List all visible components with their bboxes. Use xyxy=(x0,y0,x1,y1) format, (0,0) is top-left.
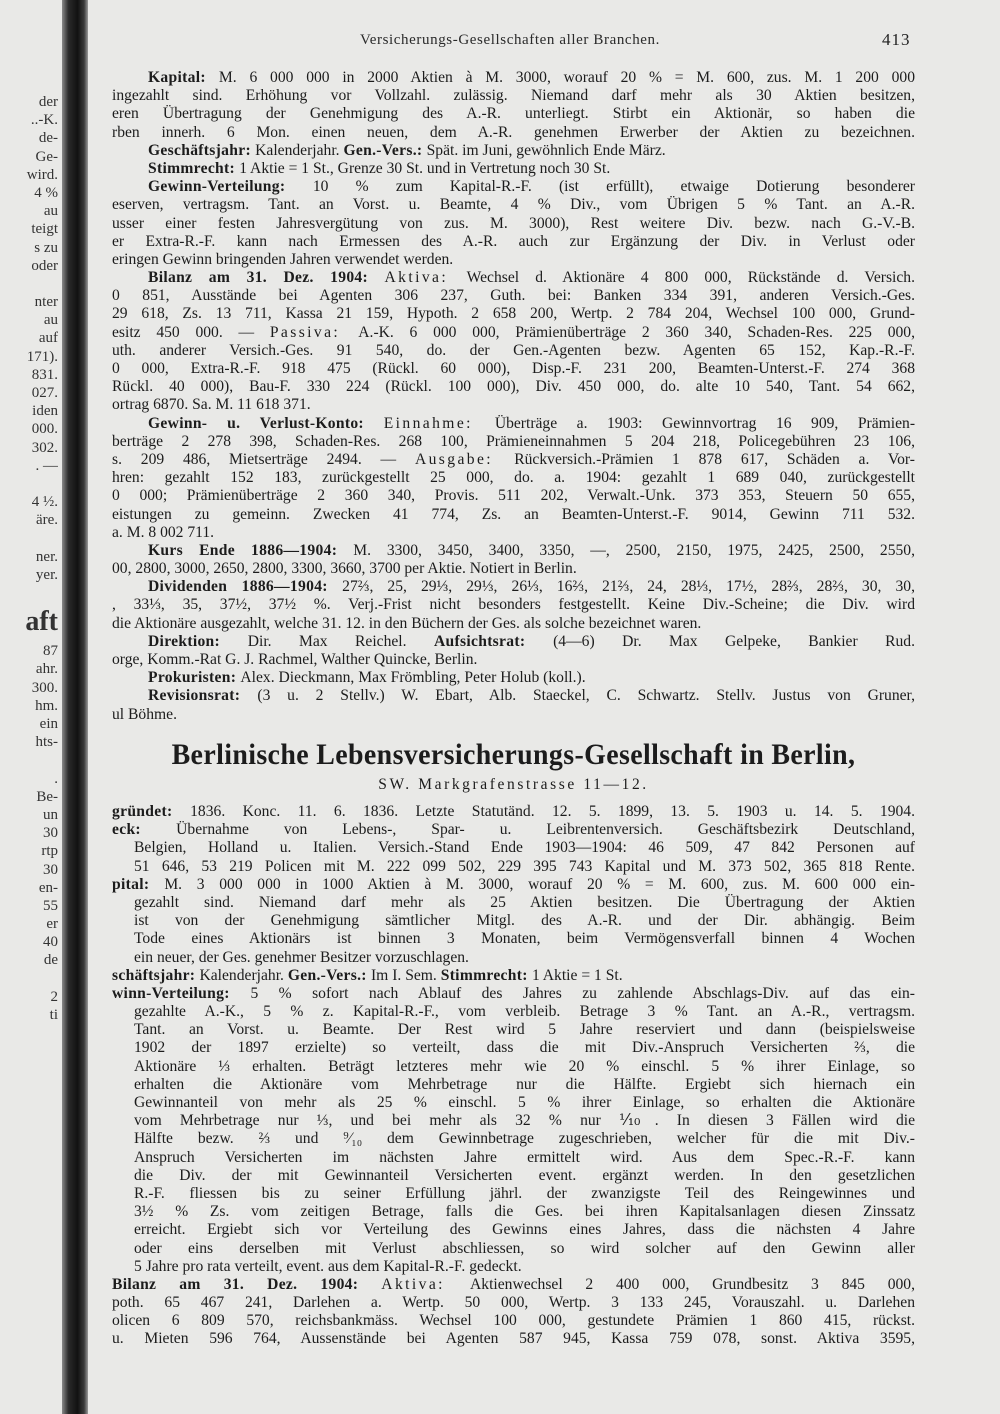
fragment-text: un xyxy=(43,806,58,823)
field-text: Tant. an Vorst. u. Beamte. Der Rest wird 5 Jahre reserviert und dann (beispielsweise xyxy=(134,1021,915,1039)
text-line-content xyxy=(134,1258,915,1276)
field-text: 0 000, Extra-R.-F. 918 475 (Rückl. 60 000), Disp.-F. 231 200, Beamten-Unterst.-F. 274 368 xyxy=(112,360,915,377)
running-header: Versicherungs-Gesellschaften aller Branchen. xyxy=(359,32,661,48)
field-label: Geschäftsjahr: xyxy=(148,141,256,159)
text-line xyxy=(0,1076,1000,1094)
field-text: s. 209 486, Mietserträge 2494. — xyxy=(112,450,415,468)
company-heading: Berlinische Lebensversicherungs-Gesellschaft in Berlin, xyxy=(171,738,856,771)
text-line-content xyxy=(112,451,915,469)
text-line-content xyxy=(112,615,915,633)
text-line-content xyxy=(112,560,915,578)
text-line-content xyxy=(112,105,915,123)
fragment-text: 4 ½. xyxy=(31,494,58,511)
text-line-content xyxy=(134,1094,915,1112)
field-label: Bilanz am 31. Dez. 1904: xyxy=(148,269,385,287)
text-line-content xyxy=(134,912,915,930)
field-text: gezahlte A.-K., 5 % z. Kapital-R.-F., vom verbleib. Betrage 3 % Tant. an A.-R., vertragsm. xyxy=(134,1003,915,1021)
field-label: Gen.-Vers.: xyxy=(343,141,427,159)
text-line-content xyxy=(148,178,915,196)
text-line-content xyxy=(112,287,915,305)
text-line-content xyxy=(112,821,915,839)
text-line-content xyxy=(134,1003,915,1021)
fragment-text: 87 xyxy=(43,643,58,660)
field-text: 0 000; Prämienüberträge 2 360 340, Provis. 511 202, Verwalt.-Unk. 373 353, Steuern 50 655, xyxy=(112,487,915,505)
field-text: poth. 65 467 241, Darlehen a. Wertp. 50 000, Wertp. 3 133 245, Vorauszahl. u. Darlehen xyxy=(112,1294,915,1312)
text-line xyxy=(0,803,1000,821)
text-line xyxy=(0,105,1000,123)
field-text: 1 Aktie = 1 St., Grenze 30 St. und in Vertretung noch 30 St. xyxy=(239,159,611,177)
text-line xyxy=(0,378,1000,396)
text-line xyxy=(0,1021,1000,1039)
field-text: 1902 der 1897 erzielte) so verteilt, dass die mit Div.-Anspruch Versicherten ⅔, die xyxy=(134,1039,915,1057)
field-label: Dividenden 1886—1904: xyxy=(148,578,343,596)
fragment-text: s zu xyxy=(34,239,58,256)
text-line-content xyxy=(134,1112,915,1130)
field-text: Kalenderjahr. xyxy=(199,966,288,984)
text-line xyxy=(0,360,1000,378)
text-line-content xyxy=(112,1312,915,1330)
field-text: 1836. Konc. 11. 6. 1836. Letzte Statutänd. 12. 5. 1899, 13. 5. 1903 u. 14. 5. 1904. xyxy=(190,803,915,820)
text-line xyxy=(0,324,1000,342)
fragment-text: wird. xyxy=(26,166,58,183)
text-line-content xyxy=(112,251,915,269)
field-text: Aktienwechsel 2 400 000, Grundbesitz 3 845 000, xyxy=(470,1275,915,1293)
text-line xyxy=(0,524,1000,542)
field-text: Tode eines Aktionärs ist binnen 3 Monaten, beim Vermögensverfall binnen 4 Wochen xyxy=(134,930,915,948)
text-line-content xyxy=(112,196,915,214)
text-line-content xyxy=(112,487,915,505)
fragment-text: 30 xyxy=(43,861,58,878)
fragment-text: der xyxy=(38,94,58,110)
fragment-text: rtp xyxy=(41,843,58,860)
text-line-content xyxy=(112,706,915,724)
text-line xyxy=(0,839,1000,857)
fragment-text: 30 xyxy=(43,825,58,842)
fragment-text: 40 xyxy=(43,934,58,951)
field-text: erhalten die Aktionäre vom Mehrbetrage nur die Hälfte. Ergiebt sich hiernach ein xyxy=(134,1075,915,1093)
text-line-content xyxy=(148,160,915,178)
text-line xyxy=(0,305,1000,323)
text-line xyxy=(0,985,1000,1003)
text-line-content xyxy=(112,305,915,323)
text-line-content xyxy=(112,967,915,985)
text-line xyxy=(0,342,1000,360)
text-line-content xyxy=(112,596,915,614)
text-line xyxy=(0,1330,1000,1348)
field-label: Direktion: xyxy=(148,632,248,650)
text-line-content xyxy=(148,633,915,651)
text-line xyxy=(0,215,1000,233)
fragment-text: Ge- xyxy=(35,148,58,165)
text-line-content xyxy=(134,1240,915,1258)
text-line-content xyxy=(112,215,915,233)
text-line xyxy=(0,651,1000,669)
fragment-text: 302. xyxy=(31,439,58,456)
field-text: (4—6) Dr. Max Gelpeke, Bankier Rud. xyxy=(553,632,915,650)
text-line-content xyxy=(134,1185,915,1203)
field-text: u. Mieten 596 764, Aussenstände bei Agenten 587 945, Kassa 759 078, sonst. Aktiva 3595, xyxy=(112,1330,915,1348)
text-line xyxy=(0,1094,1000,1112)
text-line-content xyxy=(112,124,915,142)
text-line-content xyxy=(112,985,915,1003)
field-text: Wechsel d. Aktionäre 4 800 000, Rückstände d. Versich. xyxy=(466,269,915,287)
text-line xyxy=(0,487,1000,505)
field-text: , 33⅓, 35, 37½, 37½ %. Verj.-Frist nicht besonders festgestellt. Keine Div.-Scheine; die Div. wird xyxy=(112,596,915,614)
fragment-text: 027. xyxy=(31,385,58,401)
field-text: die Div. der mit Gewinnanteil Versicherten event. ergänzt werden. In den gesetzlichen xyxy=(134,1166,915,1184)
fragment-text: äre. xyxy=(35,512,58,529)
text-line-content xyxy=(112,506,915,524)
fragment-text: 000. xyxy=(31,421,58,438)
fragment-text: 171). xyxy=(26,348,58,365)
fragment-text: 300. xyxy=(31,679,58,696)
text-line-content xyxy=(112,469,915,487)
field-text: erreicht. Ergiebt sich vor Verteilung des Gewinns eines Jahres, dass die nächsten 4 Jahre xyxy=(134,1221,915,1239)
field-text: Kalenderjahr. xyxy=(255,141,344,159)
text-line-content xyxy=(112,1294,915,1312)
field-text: 51 646, 53 219 Policen mit M. 222 099 502, 229 395 743 Kapital und M. 373 502, 365 818 Rente. xyxy=(134,857,915,875)
field-text: usser einer festen Jahresvergütung von zus. M. 3000), Rest weitere Div. bezw. nach G.-V.-B. xyxy=(112,214,915,232)
text-line-content xyxy=(134,1058,915,1076)
text-line xyxy=(0,858,1000,876)
text-line xyxy=(0,1112,1000,1130)
fragment-text: Be- xyxy=(36,788,58,805)
field-text: eistungen zu gemeinn. Zwecken 41 774, Zs. an Beamten-Unterst.-F. 9014, Gewinn 711 532. xyxy=(112,505,915,523)
text-line xyxy=(0,1203,1000,1221)
fragment-text: de xyxy=(43,952,58,969)
text-line-content xyxy=(148,542,915,560)
field-text: berträge 2 278 398, Schaden-Res. 268 100, Prämieneinnahmen 5 204 218, Policegebühren 23 106, xyxy=(112,432,915,450)
field-text: (3 u. 2 Stellv.) W. Ebart, Alb. Staeckel, C. Schwartz. Stellv. Justus von Gruner, xyxy=(257,687,915,705)
text-line xyxy=(0,930,1000,948)
field-label: Gen.-Vers.: xyxy=(287,966,371,984)
field-label: winn-Verteilung: xyxy=(112,984,251,1002)
text-line xyxy=(0,821,1000,839)
field-text: a. M. 8 002 711. xyxy=(112,523,215,541)
field-text: Rückversich.-Prämien 1 878 617, Schäden a. Vor- xyxy=(514,450,915,468)
field-text: hren: gezahlt 152 183, zurückgestellt 25 000, do. a. 1904: gezahlt 1 689 040, zurückgestellt xyxy=(112,469,915,487)
text-line xyxy=(0,706,1000,724)
field-text: 5 % sofort nach Ablauf des Jahres zu zahlende Abschlags-Div. auf das ein- xyxy=(250,984,915,1002)
text-line xyxy=(0,160,1000,178)
text-line xyxy=(0,269,1000,287)
field-label: Aufsichtsrat: xyxy=(433,632,554,650)
text-line-content xyxy=(112,87,915,105)
text-line-content xyxy=(148,669,915,687)
field-text: Spät. im Juni, gewöhnlich Ende März. xyxy=(426,141,666,159)
field-label: Stimmrecht: xyxy=(440,966,532,984)
text-line xyxy=(0,1039,1000,1057)
field-text: esitz 450 000. — xyxy=(112,323,270,341)
text-line xyxy=(0,433,1000,451)
field-text: M. 3 000 000 in 1000 Aktien à M. 3000, worauf 20 % = M. 600, zus. M. 600 000 ein- xyxy=(164,875,915,893)
field-text: Dir. Max Reichel. xyxy=(247,632,434,650)
text-line-content xyxy=(112,524,915,542)
field-text: Überträge a. 1903: Gewinnvortrag 16 909, Prämien- xyxy=(494,414,915,432)
field-label: Kapital: xyxy=(148,69,219,86)
berlinische-company-entry xyxy=(0,803,1000,1349)
field-label: gründet: xyxy=(112,803,191,820)
text-line xyxy=(0,124,1000,142)
text-line-content xyxy=(134,1221,915,1239)
field-text: orge, Komm.-Rat G. J. Rachmel, Walther Quincke, Berlin. xyxy=(112,651,478,668)
text-line xyxy=(0,506,1000,524)
page-number: 413 xyxy=(882,30,911,49)
field-text: eserven, vertragsm. Tant. an Vorst. u. Beamte, 4 % Div., vom Übrigen 5 % Tant. an A.-R. xyxy=(112,196,915,214)
text-line xyxy=(0,1221,1000,1239)
text-line-content xyxy=(112,360,915,378)
field-label: eck: xyxy=(112,821,177,839)
field-text: Rückl. 40 000), Bau-F. 330 224 (Rückl. 100 000), Div. 450 000, do. alte 10 540, Tant. 54 662, xyxy=(112,378,915,396)
spaced-label: Aktiva: xyxy=(384,269,467,287)
previous-company-entry xyxy=(0,69,1000,724)
fragment-text: . — xyxy=(35,457,58,474)
field-text: 10 % zum Kapital-R.-F. (ist erfüllt), etwaige Dotierung besonderer xyxy=(312,178,915,196)
field-text: rben innerh. 6 Mon. einen neuen, dem A.-R. genehmen Erwerber der Aktien zu bezeichnen. xyxy=(112,123,915,141)
field-text: Übernahme von Lebens-, Spar- u. Leibrentenversich. Geschäftsbezirk Deutschland, xyxy=(176,821,915,839)
text-line xyxy=(0,1185,1000,1203)
field-text: gezahlt sind. Niemand darf mehr als 25 Aktien besitzen. Die Übertragung der Aktien xyxy=(134,893,915,911)
text-line xyxy=(0,1130,1000,1148)
fragment-text: nter xyxy=(34,294,58,311)
text-line-content xyxy=(112,378,915,396)
text-line xyxy=(0,615,1000,633)
text-line-content xyxy=(112,233,915,251)
field-text: 27⅔, 25, 29⅓, 29⅓, 26⅓, 16⅔, 21⅔, 24, 28⅓, 17½, 28⅔, 28⅔, 30, 30, xyxy=(342,578,915,596)
text-line-content xyxy=(148,269,915,287)
fragment-text: 2 xyxy=(50,988,58,1005)
field-text: ist von der Genehmigung sämtlicher Mitgl. des A.-R. und der Dir. abhängig. Beim xyxy=(134,912,915,930)
text-line-content xyxy=(134,1021,915,1039)
fragment-text: hts- xyxy=(35,734,58,751)
text-line xyxy=(0,1167,1000,1185)
text-line xyxy=(0,87,1000,105)
text-line xyxy=(0,912,1000,930)
field-text: ortrag 6870. Sa. M. 11 618 371. xyxy=(112,396,311,414)
text-line xyxy=(0,578,1000,596)
field-text: vom Mehrbetrage nur ⅓, und bei mehr als 32 % nur ⅒. In diesen 3 Fällen wird die xyxy=(134,1112,915,1130)
text-line-content xyxy=(134,930,915,948)
text-line-content xyxy=(112,1276,915,1294)
fragment-text: 55 xyxy=(43,897,58,914)
text-line xyxy=(0,396,1000,414)
text-line-content xyxy=(112,324,915,342)
text-line xyxy=(0,596,1000,614)
text-line-content xyxy=(112,433,915,451)
text-line-content xyxy=(112,342,915,360)
field-label: Prokuristen: xyxy=(148,669,241,687)
fragment-text: 4 % xyxy=(34,184,58,201)
fragment-text: . xyxy=(54,770,58,787)
text-line-content xyxy=(134,1130,915,1148)
text-line-content xyxy=(134,894,915,912)
field-text: A.-K. 6 000 000, Prämienüberträge 2 360 340, Schaden-Res. 225 000, xyxy=(358,323,915,341)
field-label: schäftsjahr: xyxy=(112,966,200,984)
field-text: 1 Aktie = 1 St. xyxy=(531,966,623,984)
field-text: Belgien, Holland u. Italien. Versich.-Stand Ende 1903—1904: 46 509, 47 842 Personen auf xyxy=(134,839,915,857)
text-line xyxy=(0,251,1000,269)
text-line-content xyxy=(112,1330,915,1348)
field-text: eren Übertragung der Genehmigung des A.-R. unterliegt. Stirbt ein Aktionär, so haben die xyxy=(112,105,915,123)
field-text: Aktionäre ⅓ erhalten. Beträgt letzteres mehr wie 20 % einschl. 5 % ihrer Einlage, so xyxy=(134,1057,915,1075)
text-line xyxy=(0,415,1000,433)
text-line xyxy=(0,669,1000,687)
text-line-content xyxy=(112,876,915,894)
spaced-label: Passiva: xyxy=(269,323,359,341)
text-line xyxy=(0,560,1000,578)
fragment-text: ein xyxy=(39,716,58,732)
text-line xyxy=(0,469,1000,487)
field-label: Kurs Ende 1886—1904: xyxy=(148,541,354,559)
text-line-content xyxy=(148,687,915,705)
text-line xyxy=(0,69,1000,87)
text-line-content xyxy=(134,1167,915,1185)
field-text: ingezahlt sind. Erhöhung vor Vollzahl. zulässig. Niemand darf mehr als 30 Aktien besitzen, xyxy=(112,87,915,105)
fragment-text: ner. xyxy=(35,548,58,565)
text-line xyxy=(0,196,1000,214)
text-line-content xyxy=(134,1076,915,1094)
field-text: M. 6 000 000 in 2000 Aktien à M. 3000, worauf 20 % = M. 600, zus. M. 1 200 000 xyxy=(218,69,915,86)
fragment-text: de- xyxy=(38,130,58,147)
field-text: 5 Jahre pro rata verteilt, event. aus dem Kapital-R.-F. gedeckt. xyxy=(134,1257,522,1275)
text-line xyxy=(0,233,1000,251)
field-label: Stimmrecht: xyxy=(148,159,240,177)
fragment-text: en- xyxy=(38,879,58,896)
text-line-content xyxy=(148,578,915,596)
fragment-text xyxy=(0,751,58,769)
fragment-text: au xyxy=(43,312,58,329)
text-line xyxy=(0,894,1000,912)
field-label: Gewinn-Verteilung: xyxy=(148,178,313,196)
text-line xyxy=(0,1276,1000,1294)
fragment-text: auf xyxy=(38,330,58,347)
field-text: Hälfte bezw. ⅔ und ⁹⁄₁₀ dem Gewinnbetrage zugeschrieben, welcher für die mit Div.- xyxy=(134,1130,915,1148)
fragment-text: ..-K. xyxy=(30,112,58,129)
field-text: eringen Gewinn bringenden Jahren verwendet werden. xyxy=(112,250,454,268)
field-text: 29 618, Zs. 13 711, Kassa 21 159, Hypoth. 2 658 200, Wertp. 2 784 204, Wechsel 100 000, Grund- xyxy=(112,305,915,323)
text-line xyxy=(0,1003,1000,1021)
text-line xyxy=(0,876,1000,894)
fragment-text: yer. xyxy=(35,566,58,583)
field-text: er Extra-R.-F. kann nach Ermessen des A.-R. auch zur Ergänzung der Div. in Verlust oder xyxy=(112,232,915,250)
field-text: olicen 6 809 570, reichsbankmäss. Wechsel 100 000, gestundete Prämien 1 860 415, rückst. xyxy=(112,1312,915,1330)
fragment-text: aft xyxy=(25,606,58,638)
field-text: 3½ % Zs. vom zeitigen Betrage, falls die Ges. bei ihren Kapitalsanlagen diesen Zinssatz xyxy=(134,1203,915,1221)
text-line-content xyxy=(134,839,915,857)
fragment-text: teigt xyxy=(31,221,58,238)
fragment-text: au xyxy=(43,203,58,220)
fragment-text: ahr. xyxy=(35,661,58,678)
field-label: Revisionsrat: xyxy=(148,687,258,705)
field-label: Bilanz am 31. Dez. 1904: xyxy=(112,1275,382,1293)
text-line xyxy=(0,687,1000,705)
text-line-content xyxy=(112,396,915,414)
field-text: ein neuer, der Ges. genehmer Besitzer vorzuschlagen. xyxy=(134,948,469,966)
text-line xyxy=(0,967,1000,985)
text-line xyxy=(0,949,1000,967)
text-line xyxy=(0,451,1000,469)
field-text: Gewinnanteil von mehr als 25 % einschl. 5 % ihrer Einlage, so erhalten die Aktionäre xyxy=(134,1094,915,1111)
text-line-content xyxy=(148,69,915,87)
text-line xyxy=(0,1149,1000,1167)
field-text: 00, 2800, 3000, 2650, 2800, 3300, 3660, 3700 per Aktie. Notiert in Berlin. xyxy=(112,560,577,578)
text-line xyxy=(0,1240,1000,1258)
field-text: R.-F. fliessen bis zu seiner Erfüllung jährl. der zwanzigste Teil des Reingewinnes und xyxy=(134,1184,915,1202)
field-text: uth. anderer Versich.-Ges. 91 540, do. der Gen.-Agenten bezw. Agenten 65 152, Kap.-R.-F. xyxy=(112,341,915,359)
fragment-text: hm. xyxy=(35,697,58,714)
text-line xyxy=(0,633,1000,651)
text-line-content xyxy=(148,415,915,433)
text-line xyxy=(0,1258,1000,1276)
field-text: 0 851, Ausstände bei Agenten 306 237, Guth. bei: Banken 334 391, anderen Versich.-Ges. xyxy=(112,287,915,305)
company-address: SW. Markgrafenstrasse 11—12. xyxy=(378,776,649,793)
fragment-text: oder xyxy=(31,257,58,274)
field-text: Anspruch Versicherten im nächsten Jahre ermittelt wird. Aus dem Spec.-R.-F. kann xyxy=(134,1148,915,1166)
field-text: Im I. Sem. xyxy=(370,966,441,984)
spaced-label: Aktiva: xyxy=(381,1275,471,1293)
text-line-content xyxy=(112,803,915,821)
fragment-text: ti xyxy=(49,1007,58,1023)
text-line xyxy=(0,1058,1000,1076)
fragment-text: iden xyxy=(32,403,58,420)
spaced-label: Ausgabe: xyxy=(414,450,515,468)
text-line-content xyxy=(134,1039,915,1057)
text-line xyxy=(0,178,1000,196)
field-text: ul Böhme. xyxy=(112,705,177,723)
text-line xyxy=(0,1294,1000,1312)
text-line-content xyxy=(134,949,915,967)
text-line-content xyxy=(134,1149,915,1167)
field-label: Gewinn- u. Verlust-Konto: xyxy=(148,414,384,432)
text-line-content xyxy=(134,858,915,876)
text-line xyxy=(0,542,1000,560)
text-line xyxy=(0,1312,1000,1330)
field-text: die Aktionäre ausgezahlt, welche 31. 12. in den Büchern der Ges. als solche bezeichnet waren. xyxy=(112,614,702,632)
field-label: pital: xyxy=(112,875,165,893)
fragment-text: er xyxy=(46,916,58,933)
field-text: M. 3300, 3450, 3400, 3350, —, 2500, 2150, 1975, 2425, 2500, 2550, xyxy=(353,541,915,559)
text-line xyxy=(0,142,1000,160)
text-line-content xyxy=(134,1203,915,1221)
text-line-content xyxy=(112,651,915,669)
field-text: Alex. Dieckmann, Max Frömbling, Peter Holub (koll.). xyxy=(240,669,586,687)
spaced-label: Einnahme: xyxy=(383,414,495,432)
text-line-content xyxy=(148,142,915,160)
field-text: oder eins derselben mit Verlust abschliessen, so wird solcher auf den Gewinn aller xyxy=(134,1239,915,1257)
text-line xyxy=(0,287,1000,305)
fragment-text: 831. xyxy=(31,366,58,383)
